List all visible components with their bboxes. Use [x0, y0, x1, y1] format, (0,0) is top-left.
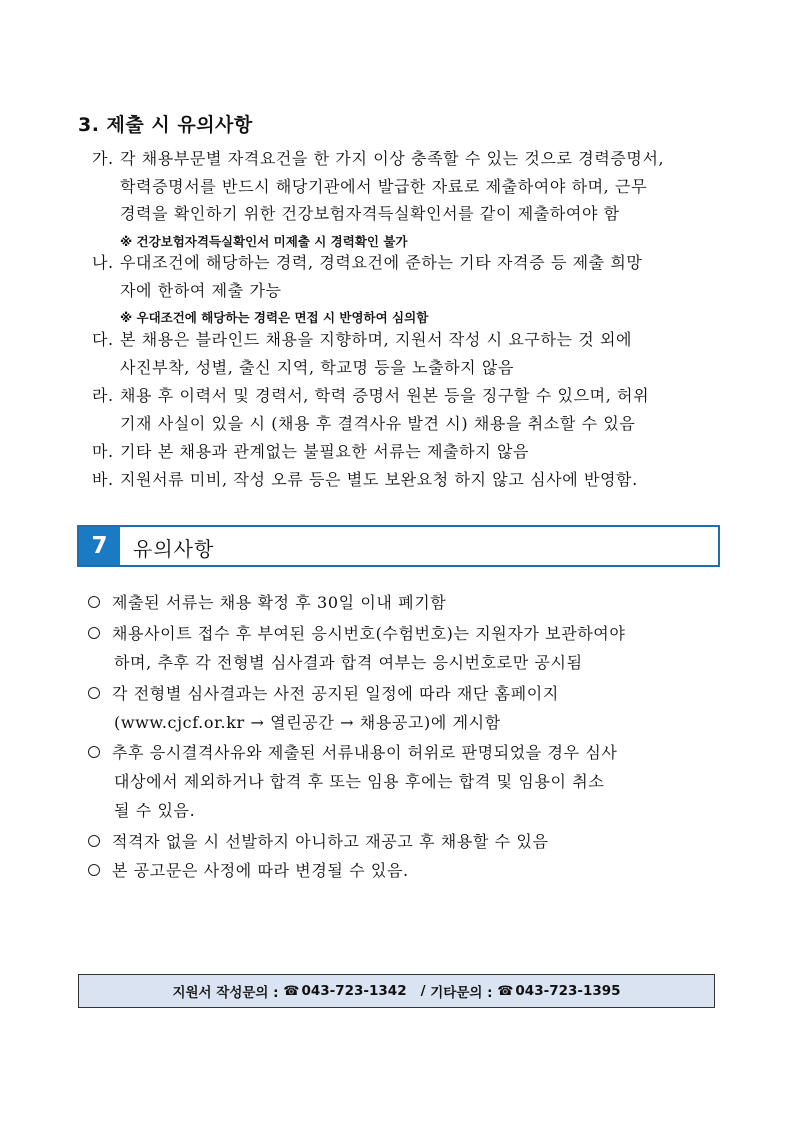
section7-header: [77, 525, 720, 567]
circle-bullet-icon: [88, 835, 100, 847]
phone-icon: ☎: [497, 983, 514, 999]
bullet-text-line: 본 공고문은 사정에 따라 변경될 수 있음.: [112, 861, 409, 880]
contact-label-other: 기타문의 :: [430, 985, 493, 1001]
item-text-line: 사진부착, 성별, 출신 지역, 학교명 등을 노출하지 않음: [120, 358, 515, 377]
section3-item-ra: [92, 383, 649, 406]
bullet-text-line: 채용사이트 접수 후 부여된 응시번호(수험번호)는 지원자가 보관하여야: [112, 624, 626, 643]
bullet-text-line: 대상에서 제외하거나 합격 후 또는 임용 후에는 합격 및 임용이 취소: [114, 772, 605, 791]
phone-icon: ☎: [283, 983, 300, 999]
section3-item-ma: [92, 439, 529, 462]
item-text-line: 우대조건에 해당하는 경력, 경력요건에 준하는 기타 자격증 등 제출 희망: [120, 253, 643, 272]
item-text-line: 기재 사실이 있을 시 (채용 후 결격사유 발견 시) 채용을 취소할 수 있음: [120, 414, 636, 433]
circle-bullet-icon: [88, 596, 100, 608]
section3-item-da: [92, 327, 632, 350]
item-text-line: 각 채용부문별 자격요건을 한 가지 이상 충족할 수 있는 것으로 경력증명서,: [120, 149, 665, 168]
circle-bullet-icon: [88, 687, 100, 699]
bullet-text-line: 각 전형별 심사결과는 사전 공지된 일정에 따라 재단 홈페이지: [112, 684, 559, 703]
section7-title: 유의사항: [133, 537, 215, 561]
section7-bullet: [88, 858, 409, 881]
bullet-text-line: 추후 응시결격사유와 제출된 서류내용이 허위로 판명되었을 경우 심사: [112, 743, 618, 762]
contact-label-apply: 지원서 작성문의 :: [172, 985, 279, 1001]
item-marker: 바.: [92, 470, 114, 489]
contact-box: [78, 974, 715, 1008]
section7-bullet: [88, 829, 549, 852]
section3-title: 3. 제출 시 유의사항: [78, 114, 253, 136]
section7-bullet: [88, 740, 617, 763]
bullet-text-line: 적격자 없을 시 선발하지 아니하고 재공고 후 채용할 수 있음: [112, 832, 549, 851]
item-marker: 다.: [92, 330, 114, 349]
item-text-line: 기타 본 채용과 관계없는 불필요한 서류는 제출하지 않음: [120, 442, 530, 461]
item-text-line: 경력을 확인하기 위한 건강보험자격득실확인서를 같이 제출하여야 함: [120, 204, 620, 223]
section3-item-ga: [92, 146, 664, 169]
item-marker: 가.: [92, 149, 114, 168]
section7-number: 7: [79, 527, 120, 565]
section7-bullet: [88, 681, 559, 704]
item-text-line: 학력증명서를 반드시 해당기관에서 발급한 자료로 제출하여야 하며, 근무: [120, 177, 648, 196]
section3-note: ※ 건강보험자격득실확인서 미제출 시 경력확인 불가: [120, 234, 408, 249]
section7-bullet: [88, 621, 625, 644]
circle-bullet-icon: [88, 746, 100, 758]
item-marker: 마.: [92, 442, 114, 461]
circle-bullet-icon: [88, 864, 100, 876]
bullet-text-line: 제출된 서류는 채용 확정 후 30일 이내 폐기함: [112, 593, 447, 612]
contact-phone-apply: 043-723-1342: [301, 983, 407, 999]
bullet-text-line: 될 수 있음.: [114, 801, 196, 820]
bullet-text-line: 하며, 추후 각 전형별 심사결과 합격 여부는 응시번호로만 공시됨: [114, 653, 583, 672]
section3-item-ba: [92, 467, 638, 490]
item-text-line: 채용 후 이력서 및 경력서, 학력 증명서 원본 등을 징구할 수 있으며, 허위: [120, 386, 650, 405]
contact-phone-other: 043-723-1395: [515, 983, 621, 999]
item-marker: 라.: [92, 386, 114, 405]
section3-note: ※ 우대조건에 해당하는 경력은 면접 시 반영하여 심의함: [120, 310, 429, 325]
contact-separator: /: [420, 983, 426, 999]
section3-item-na: [92, 250, 642, 273]
section7-bullet: [88, 590, 446, 613]
item-text-line: 본 채용은 블라인드 채용을 지향하며, 지원서 작성 시 요구하는 것 외에: [120, 330, 633, 349]
bullet-text-line: (www.cjcf.or.kr → 열린공간 → 채용공고)에 게시함: [114, 713, 501, 732]
item-marker: 나.: [92, 253, 114, 272]
item-text-line: 자에 한하여 제출 가능: [120, 281, 282, 300]
circle-bullet-icon: [88, 627, 100, 639]
item-text-line: 지원서류 미비, 작성 오류 등은 별도 보완요청 하지 않고 심사에 반영함.: [120, 470, 638, 489]
